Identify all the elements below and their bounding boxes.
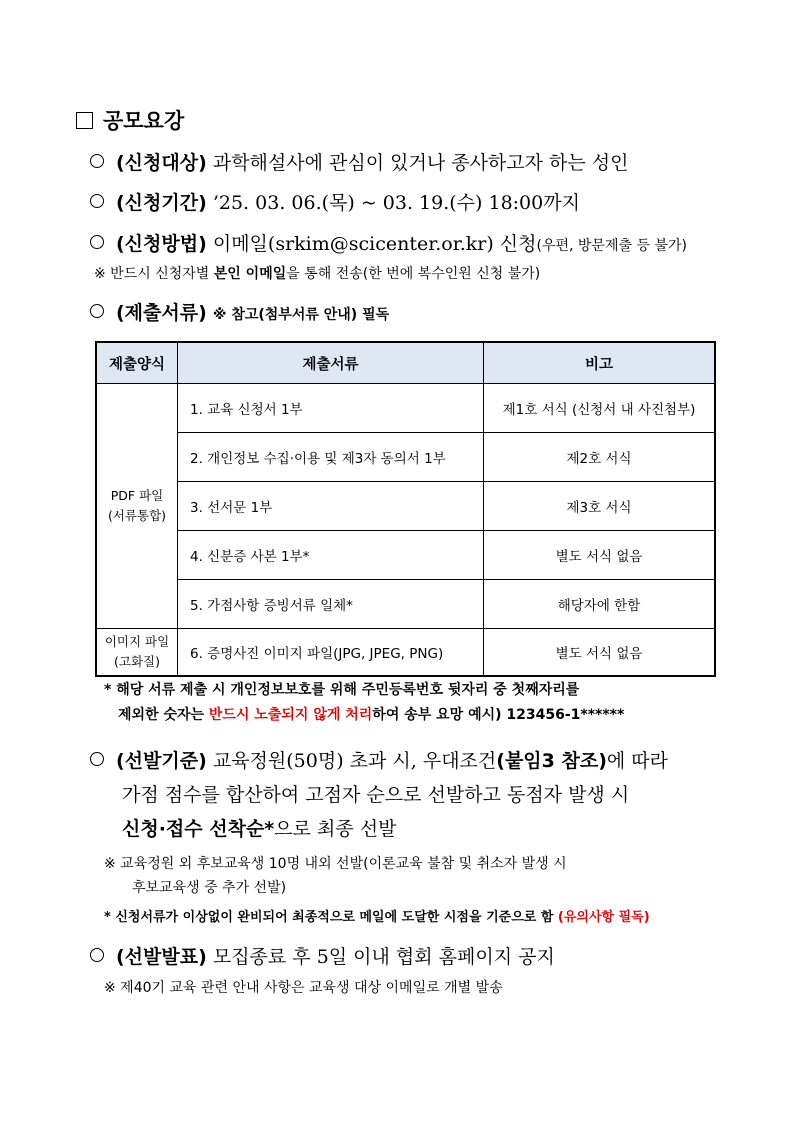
circle-bullet-icon <box>90 752 104 766</box>
remark-cell: 제1호 서식 (신청서 내 사진첨부) <box>484 384 716 433</box>
table-row <box>96 482 715 531</box>
remark-cell: 제2호 서식 <box>484 433 716 482</box>
table-header-row <box>96 342 715 384</box>
table-row <box>96 531 715 580</box>
remark-cell: 별도 서식 없음 <box>484 629 716 677</box>
remark-cell: 해당자에 한함 <box>484 580 716 629</box>
selection-star-note: * 신청서류가 이상없이 완비되어 최종적으로 메일에 도달한 시점을 기준으로 함 (유의사항 필독) <box>104 910 650 925</box>
format-image: 이미지 파일 (고화질) <box>96 629 178 677</box>
doc-cell: 5. 가점사항 증빙서류 일체* <box>178 580 484 629</box>
circle-bullet-icon <box>90 948 104 962</box>
method-item: (신청방법) 이메일(srkim@scicenter.or.kr) 신청(우편, 방문제출 등 불가) <box>90 229 687 256</box>
table-row <box>96 580 715 629</box>
header-documents: 제출서류 <box>178 342 484 384</box>
circle-bullet-icon <box>90 194 104 208</box>
announce-item: (선발발표) 모집종료 후 5일 이내 협회 홈페이지 공지 <box>90 942 555 969</box>
doc-cell: 1. 교육 신청서 1부 <box>178 384 484 433</box>
period-item: (신청기간) ’25. 03. 06.(목) ~ 03. 19.(수) 18:00까지 <box>90 188 580 215</box>
documents-table <box>95 341 716 677</box>
doc-cell: 4. 신분증 사본 1부* <box>178 531 484 580</box>
table-row <box>96 433 715 482</box>
checkbox-square-icon <box>76 112 93 129</box>
section-title: 공모요강 <box>76 105 184 135</box>
remark-cell: 제3호 서식 <box>484 482 716 531</box>
circle-bullet-icon <box>90 154 104 168</box>
circle-bullet-icon <box>90 304 104 318</box>
doc-cell: 6. 증명사진 이미지 파일(JPG, JPEG, PNG) <box>178 629 484 677</box>
header-remarks: 비고 <box>484 342 716 384</box>
doc-cell: 2. 개인정보 수집·이용 및 제3자 동의서 1부 <box>178 433 484 482</box>
header-format: 제출양식 <box>96 342 178 384</box>
remark-cell: 별도 서식 없음 <box>484 531 716 580</box>
circle-bullet-icon <box>90 235 104 249</box>
table-row <box>96 384 715 433</box>
format-pdf: PDF 파일 (서류통합) <box>96 384 178 629</box>
announce-note: ※ 제40기 교육 관련 안내 사항은 교육생 대상 이메일로 개별 발송 <box>104 980 503 996</box>
table-row <box>96 629 715 677</box>
docs-item: (제출서류) ※ 참고(첨부서류 안내) 필독 <box>90 298 389 325</box>
privacy-note: * 해당 서류 제출 시 개인정보보호를 위해 주민등록번호 뒷자리 중 첫째자리를 제외한 숫자는 반드시 노출되지 않게 처리하여 송부 요망 예시) 123456-1****** <box>104 682 625 723</box>
target-item: (신청대상) 과학해설사에 관심이 있거나 종사하고자 하는 성인 <box>90 148 628 175</box>
doc-cell: 3. 선서문 1부 <box>178 482 484 531</box>
selection-note: ※ 교육정원 외 후보교육생 10명 내외 선발(이론교육 불참 및 취소자 발생 시 후보교육생 중 추가 선발) <box>104 856 567 896</box>
selection-item: (선발기준) 교육정원(50명) 초과 시, 우대조건(붙임3 참조)에 따라 가점 점수를 합산하여 고점자 순으로 선발하고 동점자 발생 시 신청·접수 선착순*으로 최종 선발 <box>90 744 668 846</box>
method-note: ※ 반드시 신청자별 본인 이메일을 통해 전송(한 번에 복수인원 신청 불가) <box>94 266 541 282</box>
